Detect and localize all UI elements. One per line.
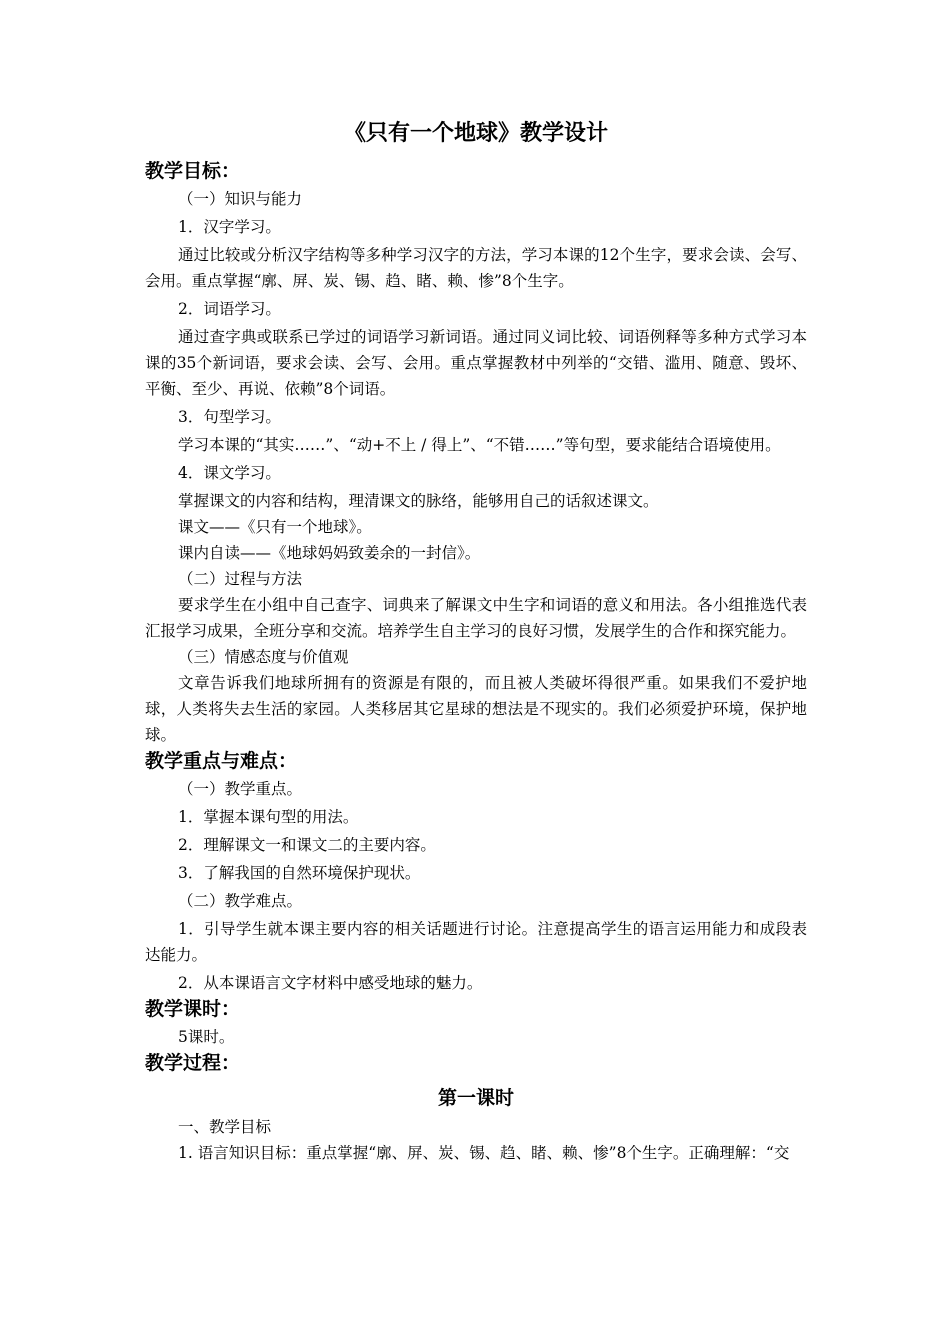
item-sentence-title: 3．句型学习。 xyxy=(178,408,281,426)
item-text-title: 4．课文学习。 xyxy=(178,464,281,482)
heading-focus: 教学重点与难点： xyxy=(145,750,298,772)
item-words-title: 2．词语学习。 xyxy=(178,300,281,318)
document-title: 《只有一个地球》教学设计 xyxy=(343,120,608,146)
item-hanzi-title: 1．汉字学习。 xyxy=(178,218,281,236)
key-point-3: 3．了解我国的自然环境保护现状。 xyxy=(178,864,421,882)
document-page xyxy=(145,118,807,1166)
text-extra-line: 课内自读——《地球妈妈致姜余的一封信》。 xyxy=(178,544,481,562)
lesson-goal-title: 一、教学目标 xyxy=(178,1118,272,1136)
heading-hours: 教学课时： xyxy=(145,998,241,1020)
subheading-key-points: （一）教学重点。 xyxy=(178,780,303,798)
heading-goals: 教学目标： xyxy=(145,160,241,182)
hours-text: 5课时。 xyxy=(178,1028,235,1046)
key-point-2: 2．理解课文一和课文二的主要内容。 xyxy=(178,836,436,854)
item-sentence-text: 学习本课的“其实……”、“动+不上 / 得上”、“不错……”等句型，要求能结合语境使用。 xyxy=(178,436,781,454)
text-main-line: 课文——《只有一个地球》。 xyxy=(178,518,372,536)
subheading-knowledge-ability: （一）知识与能力 xyxy=(178,190,303,208)
key-point-1: 1．掌握本课句型的用法。 xyxy=(178,808,359,826)
item-words-text: 通过查字典或联系已学过的词语学习新词语。通过同义词比较、词语例释等多种方式学习本课的35个新词语，要求会读、会写、会用。重点掌握教材中列举的“交错、滥用、随意、毁坏、平衡、至少、再说、依赖”8个词语。 xyxy=(145,328,807,398)
item-hanzi-text: 通过比较或分析汉字结构等多种学习汉字的方法，学习本课的12个生字，要求会读、会写、会用。重点掌握“廓、屏、炭、锡、趋、睹、赖、惨”8个生字。 xyxy=(145,246,807,290)
lesson-goal-1: 1. 语言知识目标：重点掌握“廓、屏、炭、锡、趋、睹、赖、惨”8个生字。正确理解：“交 xyxy=(178,1144,790,1162)
process-method-text: 要求学生在小组中自己查字、词典来了解课文中生字和词语的意义和用法。各小组推选代表汇报学习成果，全班分享和交流。培养学生自主学习的良好习惯，发展学生的合作和探究能力。 xyxy=(145,596,807,640)
heading-process: 教学过程： xyxy=(145,1052,241,1074)
emotion-values-text: 文章告诉我们地球所拥有的资源是有限的，而且被人类破坏得很严重。如果我们不爱护地球，人类将失去生活的家园。人类移居其它星球的想法是不现实的。我们必须爱护环境，保护地球。 xyxy=(145,674,807,744)
lesson-one-title: 第一课时 xyxy=(437,1087,514,1109)
difficult-point-1: 1．引导学生就本课主要内容的相关话题进行讨论。注意提高学生的语言运用能力和成段表达能力。 xyxy=(145,920,807,964)
item-text-desc: 掌握课文的内容和结构，理清课文的脉络，能够用自己的话叙述课文。 xyxy=(178,492,659,510)
subheading-emotion-values: （三）情感态度与价值观 xyxy=(178,648,349,666)
subheading-process-method: （二）过程与方法 xyxy=(178,570,303,588)
difficult-point-2: 2．从本课语言文字材料中感受地球的魅力。 xyxy=(178,974,483,992)
subheading-difficult-points: （二）教学难点。 xyxy=(178,892,303,910)
